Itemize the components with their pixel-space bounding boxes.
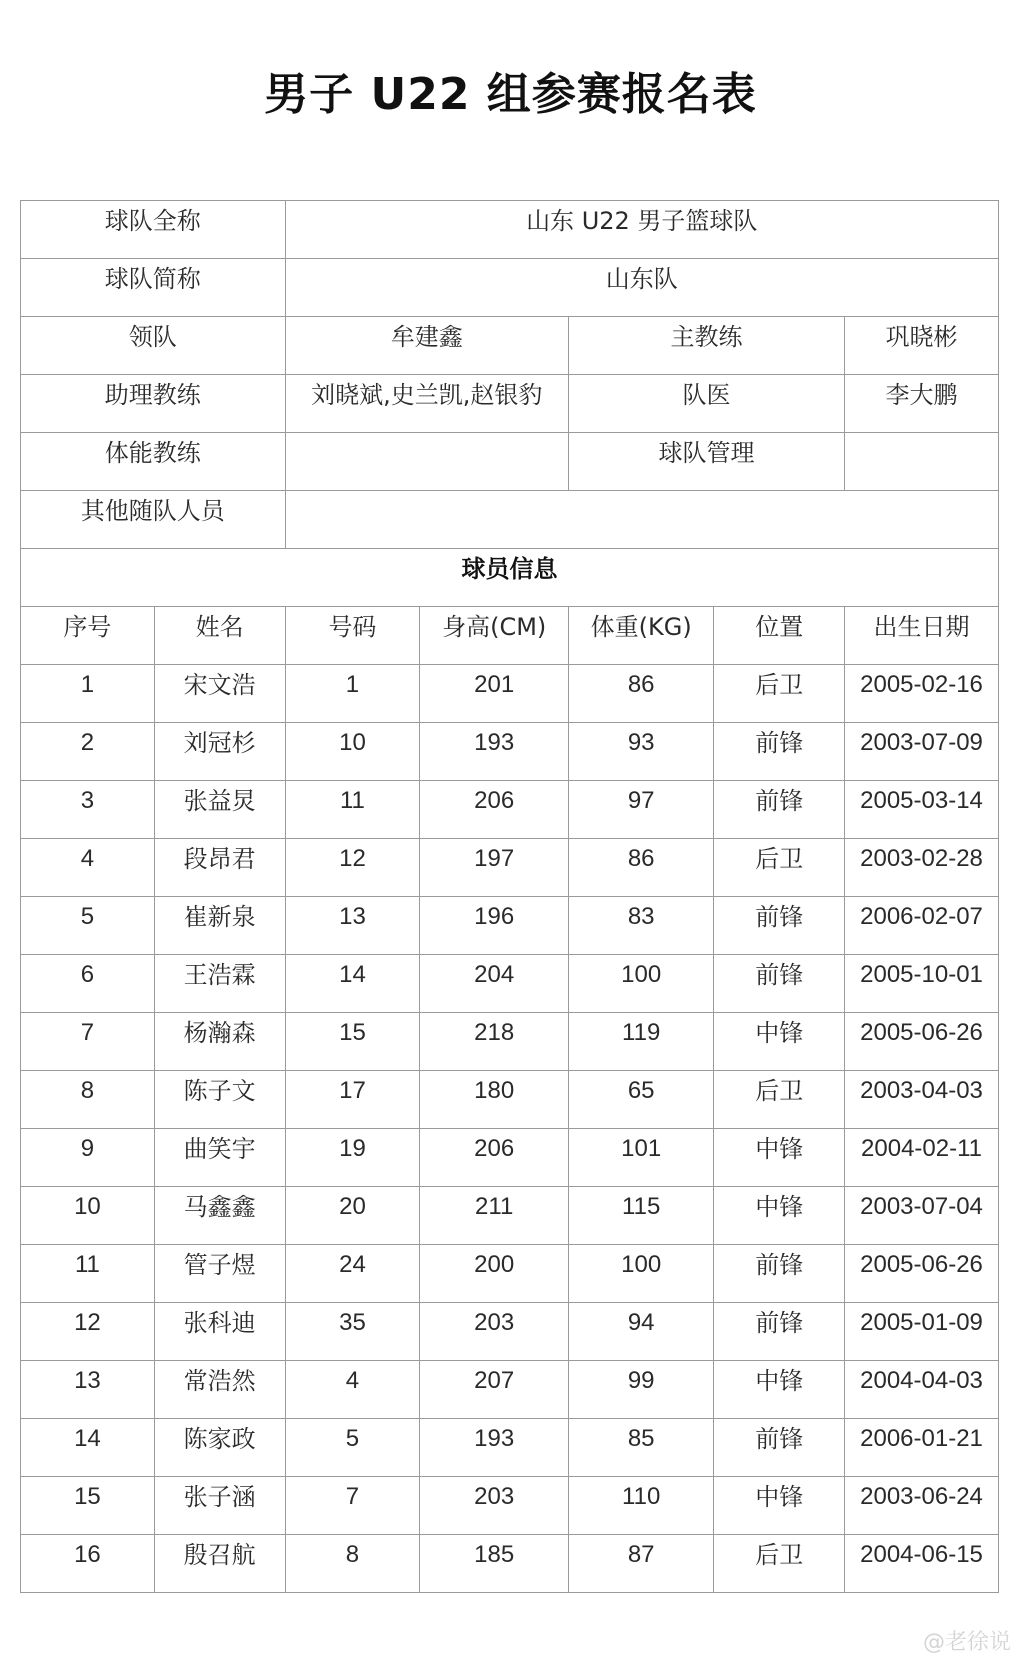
player-cell: 13 [285,897,420,955]
leader-row [21,317,999,375]
player-cell: 14 [285,955,420,1013]
player-cell: 35 [285,1303,420,1361]
team-full-name-value: 山东 U22 男子篮球队 [285,201,999,259]
players-section-title: 球员信息 [21,549,999,607]
player-cell: 曲笑宇 [154,1129,285,1187]
other-staff-value [285,491,999,549]
team-short-name-value: 山东队 [285,259,999,317]
player-cell: 2005-01-09 [845,1303,999,1361]
player-cell: 2005-06-26 [845,1245,999,1303]
player-cell: 185 [420,1535,569,1593]
player-cell: 196 [420,897,569,955]
player-cell: 204 [420,955,569,1013]
player-cell: 前锋 [714,1303,845,1361]
player-row [21,955,999,1013]
column-header: 号码 [285,607,420,665]
player-cell: 2 [21,723,155,781]
player-cell: 207 [420,1361,569,1419]
player-cell: 2003-07-09 [845,723,999,781]
player-cell: 崔新泉 [154,897,285,955]
player-cell: 11 [285,781,420,839]
player-cell: 陈家政 [154,1419,285,1477]
manager-label: 球队管理 [568,433,844,491]
player-cell: 2003-07-04 [845,1187,999,1245]
player-row [21,1535,999,1593]
player-cell: 8 [285,1535,420,1593]
player-cell: 115 [568,1187,713,1245]
player-cell: 203 [420,1303,569,1361]
player-cell: 193 [420,723,569,781]
player-cell: 2006-02-07 [845,897,999,955]
player-cell: 陈子文 [154,1071,285,1129]
player-cell: 5 [21,897,155,955]
other-staff-row [21,491,999,549]
player-cell: 203 [420,1477,569,1535]
player-cell: 12 [21,1303,155,1361]
player-cell: 100 [568,955,713,1013]
registration-table [20,200,999,1593]
player-cell: 前锋 [714,781,845,839]
team-full-name-label: 球队全称 [21,201,286,259]
player-cell: 2005-10-01 [845,955,999,1013]
player-cell: 2005-02-16 [845,665,999,723]
player-cell: 4 [21,839,155,897]
assistant-coach-label: 助理教练 [21,375,286,433]
player-row [21,1071,999,1129]
player-cell: 16 [21,1535,155,1593]
column-header-row [21,607,999,665]
player-cell: 9 [21,1129,155,1187]
player-cell: 15 [21,1477,155,1535]
team-short-name-label: 球队简称 [21,259,286,317]
player-cell: 86 [568,665,713,723]
player-cell: 6 [21,955,155,1013]
player-cell: 93 [568,723,713,781]
player-cell: 2005-03-14 [845,781,999,839]
column-header: 身高(CM) [420,607,569,665]
player-cell: 前锋 [714,723,845,781]
player-cell: 206 [420,781,569,839]
player-row [21,1361,999,1419]
player-cell: 100 [568,1245,713,1303]
head-coach-value: 巩晓彬 [845,317,999,375]
player-cell: 15 [285,1013,420,1071]
player-cell: 2004-04-03 [845,1361,999,1419]
player-cell: 99 [568,1361,713,1419]
player-cell: 前锋 [714,1419,845,1477]
team-full-name-row [21,201,999,259]
player-cell: 24 [285,1245,420,1303]
player-cell: 张子涵 [154,1477,285,1535]
player-row [21,1303,999,1361]
player-cell: 10 [285,723,420,781]
player-cell: 杨瀚森 [154,1013,285,1071]
leader-label: 领队 [21,317,286,375]
player-cell: 中锋 [714,1187,845,1245]
player-cell: 马鑫鑫 [154,1187,285,1245]
assistant-coach-row [21,375,999,433]
column-header: 姓名 [154,607,285,665]
players-section-row [21,549,999,607]
other-staff-label: 其他随队人员 [21,491,286,549]
player-cell: 85 [568,1419,713,1477]
player-row [21,1477,999,1535]
player-cell: 中锋 [714,1129,845,1187]
column-header: 位置 [714,607,845,665]
player-row [21,781,999,839]
player-cell: 110 [568,1477,713,1535]
player-row [21,1419,999,1477]
player-cell: 张科迪 [154,1303,285,1361]
fitness-coach-row [21,433,999,491]
player-cell: 4 [285,1361,420,1419]
player-row [21,1245,999,1303]
player-cell: 101 [568,1129,713,1187]
watermark: @老徐说 [922,1630,1011,1655]
player-row [21,665,999,723]
player-cell: 3 [21,781,155,839]
player-cell: 10 [21,1187,155,1245]
column-header: 体重(KG) [568,607,713,665]
player-cell: 206 [420,1129,569,1187]
player-cell: 20 [285,1187,420,1245]
column-header: 出生日期 [845,607,999,665]
player-cell: 中锋 [714,1013,845,1071]
player-cell: 200 [420,1245,569,1303]
player-cell: 2005-06-26 [845,1013,999,1071]
player-cell: 7 [21,1013,155,1071]
player-cell: 97 [568,781,713,839]
player-cell: 211 [420,1187,569,1245]
player-cell: 后卫 [714,665,845,723]
player-row [21,1013,999,1071]
player-cell: 前锋 [714,1245,845,1303]
player-row [21,897,999,955]
leader-value: 牟建鑫 [285,317,568,375]
player-cell: 2004-02-11 [845,1129,999,1187]
page-title: 男子 U22 组参赛报名表 [264,69,757,120]
player-cell: 7 [285,1477,420,1535]
player-cell: 常浩然 [154,1361,285,1419]
player-cell: 94 [568,1303,713,1361]
player-cell: 宋文浩 [154,665,285,723]
player-cell: 218 [420,1013,569,1071]
player-cell: 2006-01-21 [845,1419,999,1477]
player-row [21,723,999,781]
player-cell: 中锋 [714,1361,845,1419]
player-cell: 12 [285,839,420,897]
player-cell: 193 [420,1419,569,1477]
player-cell: 后卫 [714,1071,845,1129]
player-cell: 张益炅 [154,781,285,839]
player-cell: 前锋 [714,955,845,1013]
player-cell: 87 [568,1535,713,1593]
player-row [21,1187,999,1245]
player-cell: 刘冠杉 [154,723,285,781]
player-cell: 后卫 [714,1535,845,1593]
doctor-value: 李大鹏 [845,375,999,433]
player-cell: 1 [285,665,420,723]
player-cell: 201 [420,665,569,723]
player-row [21,839,999,897]
doctor-label: 队医 [568,375,844,433]
column-header: 序号 [21,607,155,665]
player-cell: 2003-06-24 [845,1477,999,1535]
player-cell: 管子煜 [154,1245,285,1303]
fitness-coach-label: 体能教练 [21,433,286,491]
player-cell: 11 [21,1245,155,1303]
player-cell: 1 [21,665,155,723]
player-cell: 前锋 [714,897,845,955]
player-cell: 5 [285,1419,420,1477]
player-cell: 17 [285,1071,420,1129]
team-short-name-row [21,259,999,317]
player-cell: 19 [285,1129,420,1187]
player-cell: 段昂君 [154,839,285,897]
player-cell: 2004-06-15 [845,1535,999,1593]
player-cell: 13 [21,1361,155,1419]
player-cell: 2003-04-03 [845,1071,999,1129]
player-cell: 殷召航 [154,1535,285,1593]
player-cell: 8 [21,1071,155,1129]
player-cell: 197 [420,839,569,897]
player-cell: 2003-02-28 [845,839,999,897]
manager-value [845,433,999,491]
player-cell: 中锋 [714,1477,845,1535]
player-cell: 14 [21,1419,155,1477]
player-cell: 王浩霖 [154,955,285,1013]
head-coach-label: 主教练 [568,317,844,375]
player-cell: 83 [568,897,713,955]
player-cell: 119 [568,1013,713,1071]
fitness-coach-value [285,433,568,491]
player-row [21,1129,999,1187]
assistant-coach-value: 刘晓斌,史兰凯,赵银豹 [285,375,568,433]
player-cell: 86 [568,839,713,897]
player-cell: 后卫 [714,839,845,897]
player-cell: 65 [568,1071,713,1129]
player-cell: 180 [420,1071,569,1129]
